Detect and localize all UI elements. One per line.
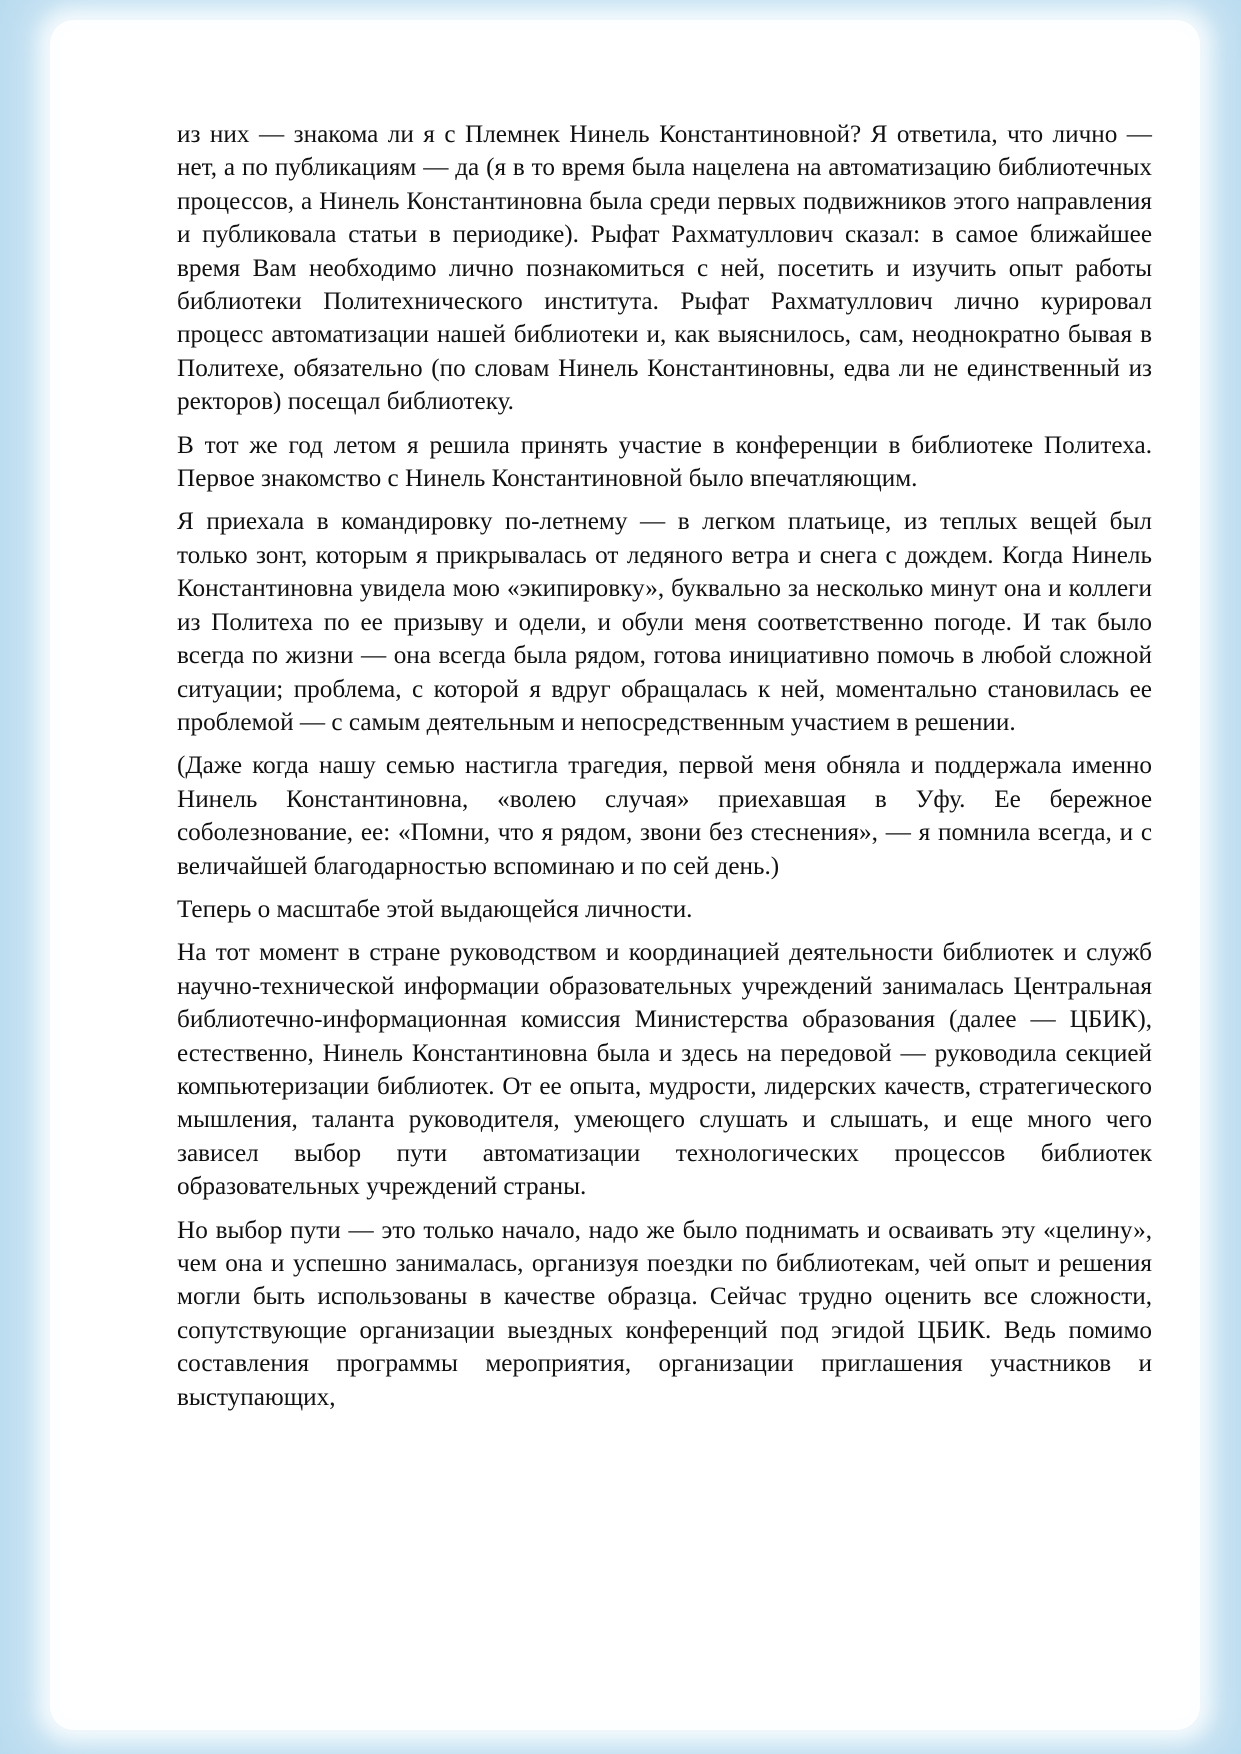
paragraph-5: Теперь о масштабе этой выдающейся личности.	[177, 895, 693, 923]
paragraph-7: Но выбор пути — это только начало, надо же было поднимать и осваивать эту «целину», чем она и успешно занималась, организуя поездки по библиотекам, чей опыт и решения могли быть использованы в качестве образца. Сейчас трудно оценить все сложности, сопутствующие организации выездных конференций под эгидой ЦБИК. Ведь помимо составления программы мероприятия, организации приглашения участников и выступающих,	[177, 1216, 1152, 1411]
paragraph-2: В тот же год летом я решила принять участие в конференции в библиотеке Политеха. Первое знакомство с Нинель Константиновной было впечатляющим.	[177, 431, 1152, 493]
paragraph-4: (Даже когда нашу семью настигла трагедия, первой меня обняла и поддержала именно Нинель Константиновна, «волею случая» приехавшая в Уфу. Ее бережное соболезнование, ее: «Помни, что я рядом, звони без стеснения», — я помнила всегда, и с величайшей благодарностью вспоминаю и по сей день.)	[177, 752, 1152, 880]
text-column	[177, 118, 1152, 1424]
paragraph-6: На тот момент в стране руководством и координацией деятельности библиотек и служб научно-технической информации образовательных учреждений занималась Центральная библиотечно-информационная комиссия Министерства образования (далее — ЦБИК), естественно, Нинель Константиновна была и здесь на передовой — руководила секцией компьютеризации библиотек. От ее опыта, мудрости, лидерских качеств, стратегического мышления, таланта руководителя, умеющего слушать и слышать, и еще много чего зависел выбор пути автоматизации технологических процессов библиотек образовательных учреждений страны.	[177, 939, 1152, 1201]
paragraph-3: Я приехала в командировку по-летнему — в легком платьице, из теплых вещей был только зонт, которым я прикрывалась от ледяного ветра и снега с дождем. Когда Нинель Константиновна увидела мою «экипировку», буквально за несколько минут она и коллеги из Политеха по ее призыву и одели, и обули меня соответственно погоде. И так было всегда по жизни — она всегда была рядом, готова инициативно помочь в любой сложной ситуации; проблема, с которой я вдруг обращалась к ней, моментально становилась ее проблемой — с самым деятельным и непосредственным участием в решении.	[177, 508, 1152, 736]
paragraph-1: из них — знакома ли я с Племнек Нинель Константиновной? Я ответила, что лично — нет, а по публикациям — да (я в то время была нацелена на автоматизацию библиотечных процессов, а Нинель Константиновна была среди первых подвижников этого направления и публиковала статьи в периодике). Рыфат Рахматуллович сказал: в самое ближайшее время Вам необходимо лично познакомиться с ней, посетить и изучить опыт работы библиотеки Политехнического института. Рыфат Рахматуллович лично курировал процесс автоматизации нашей библиотеки и, как выяснилось, сам, неоднократно бывая в Политехе, обязательно (по словам Нинель Константиновны, едва ли не единственный из ректоров) посещал библиотеку.	[177, 121, 1152, 416]
